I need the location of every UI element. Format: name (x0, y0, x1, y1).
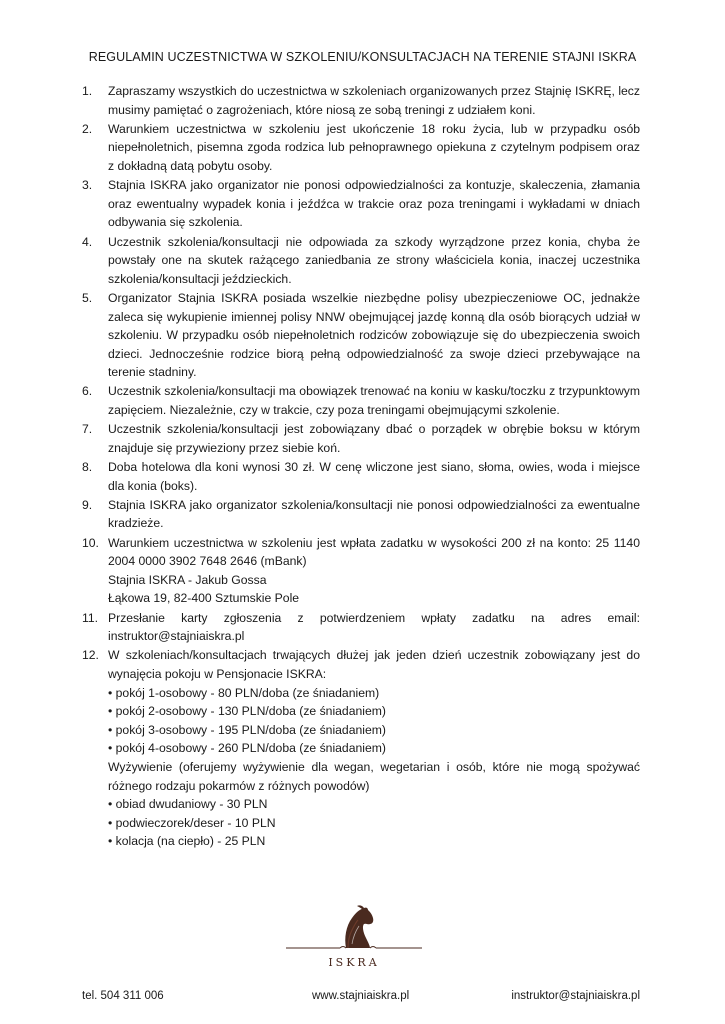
rule-number: 5. (82, 290, 93, 305)
rule-text: Stajnia ISKRA jako organizator nie ponosi odpowiedzialności za kontuzje, skaleczenia, złamania oraz ewentualny wypadek konia i jeźdźca w trakcie oraz poza treningami i wykładami w dniach odbywania się szkolenia. (108, 178, 640, 230)
rule-number: 10. (82, 535, 99, 550)
footer-website[interactable]: www.stajniaiskra.pl (312, 990, 410, 1002)
rule-number: 12. (82, 648, 99, 663)
rule-number: 9. (82, 497, 93, 512)
rule-line: • pokój 1-osobowy - 80 PLN/doba (ze śniadaniem) (108, 685, 380, 700)
rule-item (82, 82, 640, 119)
horse-head-icon (286, 904, 422, 958)
rule-text: Zapraszamy wszystkich do uczestnictwa w szkoleniach organizowanych przez Stajnię ISKRĘ, lecz musimy pamiętać o zagrożeniach, które niosą ze sobą treningi z udziałem koni. (108, 84, 640, 117)
rule-text: Wyżywienie (oferujemy wyżywienie dla wegan, wegetarian i osób, które nie mogą spożywać różnego rodzaju pokarmów z różnych powodów) (108, 759, 640, 793)
rule-text: Doba hotelowa dla koni wynosi 30 zł. W cenę wliczone jest siano, słoma, owies, woda i miejsce dla konia (boks). (108, 460, 640, 493)
rule-number: 1. (82, 84, 93, 98)
rule-item (82, 176, 640, 232)
rule-line: • obiad dwudaniowy - 30 PLN (108, 797, 268, 812)
rule-text: Organizator Stajnia ISKRA posiada wszelkie niezbędne polisy ubezpieczeniowe OC, jednakże zaleca się wykupienie imiennej polisy NNW obejmującej jazdę konną dla osób biorących udział w szkoleniu. W przypadku osób niepełnoletnich rodziców zobowiązuje się do ubezpieczenia swoich dzieci. Jednocześnie rodzice biorą pełną odpowiedzialność za swoje dzieci przebywające na terenie stadniny. (108, 290, 640, 380)
rule-line: • pokój 3-osobowy - 195 PLN/doba (ze śniadaniem) (108, 722, 386, 737)
rule-text: Przesłanie karty zgłoszenia z potwierdzeniem wpłaty zadatku na adres email: instruktor@stajniaiskra.pl (108, 610, 640, 644)
rule-item (82, 534, 640, 608)
rule-number: 3. (82, 178, 93, 193)
rule-item (82, 420, 640, 457)
rule-text: Stajnia ISKRA jako organizator szkolenia/konsultacji nie ponosi odpowiedzialności za ewentualne kradzieże. (108, 497, 640, 531)
rule-number: 7. (82, 422, 93, 437)
rule-item (82, 120, 640, 176)
rule-text: Uczestnik szkolenia/konsultacji ma obowiązek trenować na koniu w kasku/toczku z trzypunktowym zapięciem. Niezależnie, czy w trakcie, czy poza treningami obejmującymi szkolenie. (108, 384, 640, 418)
rule-text: Warunkiem uczestnictwa w szkoleniu jest ukończenie 18 roku życia, lub w przypadku osób niepełnoletnich, pisemna zgoda rodzica lub pełnoprawnego opiekuna z czytelnym podpisem oraz z dokładną datą pobytu osoby. (108, 121, 640, 173)
rule-item (82, 609, 640, 646)
rule-line: Łąkowa 19, 82-400 Sztumskie Pole (108, 591, 300, 606)
rule-number: 6. (82, 384, 93, 399)
rule-number: 8. (82, 460, 93, 475)
logo-wordmark: ISKRA (328, 956, 380, 969)
rule-item (82, 496, 640, 533)
document-title: REGULAMIN UCZESTNICTWA W SZKOLENIU/KONSULTACJACH NA TERENIE STAJNI ISKRA (88, 50, 637, 64)
rule-item (82, 289, 640, 382)
rule-line: • pokój 2-osobowy - 130 PLN/doba (ze śniadaniem) (108, 704, 386, 719)
rule-line: • pokój 4-osobowy - 260 PLN/doba (ze śniadaniem) (108, 741, 386, 756)
rule-line: Stajnia ISKRA - Jakub Gossa (108, 572, 267, 587)
iskra-logo (286, 904, 422, 974)
footer-phone: tel. 504 311 006 (82, 990, 164, 1002)
rule-item (82, 233, 640, 289)
rule-text: W szkoleniach/konsultacjach trwających dłużej jak jeden dzień uczestnik zobowiązany jest do wynajęcia pokoju w Pensjonacie ISKRA: (108, 648, 640, 681)
rules-list (82, 82, 640, 851)
rule-text: Uczestnik szkolenia/konsultacji nie odpowiada za szkody wyrządzone przez konia, chyba że powstały one na skutek rażącego zaniedbania ze strony właściciela konia, inaczej uczestnika szkolenia/konsultacji jeździeckich. (108, 234, 640, 286)
footer-email[interactable]: instruktor@stajniaiskra.pl (511, 990, 640, 1002)
rule-number: 11. (82, 610, 99, 625)
rule-text: Warunkiem uczestnictwa w szkoleniu jest wpłata zadatku w wysokości 200 zł na konto: 25 1140 2004 0000 3902 7648 2646 (mBank) (108, 535, 640, 569)
rule-item (82, 458, 640, 495)
rule-item (82, 646, 640, 851)
rule-number: 2. (82, 121, 93, 136)
rule-line: • kolacja (na ciepło) - 25 PLN (108, 834, 266, 849)
rule-line: • podwieczorek/deser - 10 PLN (108, 815, 276, 830)
rule-text: Uczestnik szkolenia/konsultacji jest zobowiązany dbać o porządek w obrębie boksu w którym znajduje się przywieziony przez siebie koń. (108, 422, 640, 455)
rule-item (82, 382, 640, 419)
rule-number: 4. (82, 234, 93, 249)
